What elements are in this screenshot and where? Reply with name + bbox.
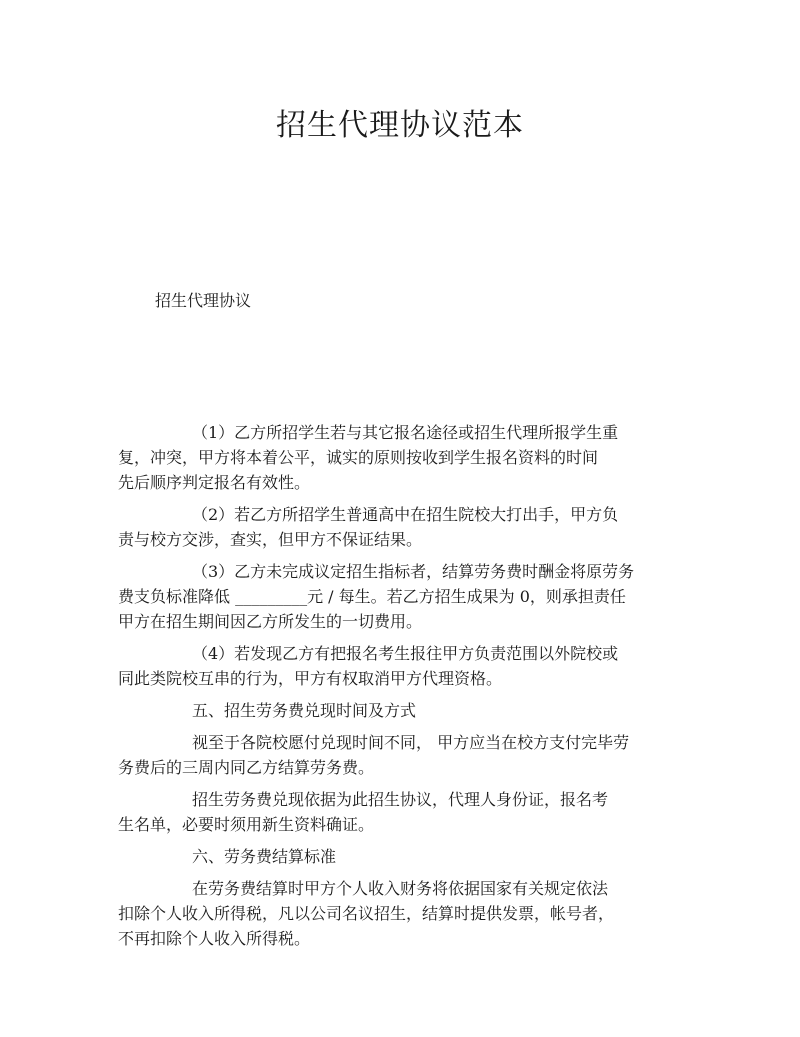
paragraph-line: 务费后的三周内同乙方结算劳务费。 — [118, 758, 375, 777]
clause-line: 费支负标准降低 _________元 / 每生。若乙方招生成果为 0，则承担责任 — [118, 587, 626, 606]
paragraph-line: 生名单，必要时须用新生资料确证。 — [118, 815, 375, 834]
paragraph-line: 扣除个人收入所得税，凡以公司名议招生，结算时提供发票，帐号者， — [118, 904, 615, 923]
document-title: 招生代理协议范本 — [276, 108, 524, 143]
section-6-paragraph-1 — [118, 876, 678, 951]
clause-line: 责与校方交涉，查实，但甲方不保证结果。 — [118, 530, 423, 549]
document-body — [118, 420, 678, 958]
clause-4 — [118, 641, 678, 691]
clause-line: （1）乙方所招学生若与其它报名途径或招生代理所报学生重 — [192, 423, 619, 442]
clause-line: （2）若乙方所招学生普通高中在招生院校大打出手，甲方负 — [192, 505, 619, 524]
section-5-paragraph-1 — [118, 730, 678, 780]
section-5-heading: 五、招生劳务费兑现时间及方式 — [192, 701, 417, 720]
clause-line: （4）若发现乙方有把报名考生报往甲方负责范围以外院校或 — [192, 644, 619, 663]
clause-line: 同此类院校互串的行为，甲方有权取消甲方代理资格。 — [118, 669, 503, 688]
clause-3 — [118, 559, 678, 634]
paragraph-line: 招生劳务费兑现依据为此招生协议，代理人身份证，报名考 — [192, 790, 609, 809]
paragraph-line: 不再扣除个人收入所得税。 — [118, 929, 311, 948]
clause-1 — [118, 420, 678, 495]
paragraph-line: 在劳务费结算时甲方个人收入财务将依据国家有关规定依法 — [192, 879, 609, 898]
clause-line: 甲方在招生期间因乙方所发生的一切费用。 — [118, 612, 423, 631]
clause-line: （3）乙方未完成议定招生指标者，结算劳务费时酬金将原劳务 — [192, 562, 635, 581]
clause-line: 先后顺序判定报名有效性。 — [118, 473, 311, 492]
paragraph-line: 视至于各院校愿付兑现时间不同， 甲方应当在校方支付完毕劳 — [192, 733, 630, 752]
section-5-paragraph-2 — [118, 787, 678, 837]
clause-2 — [118, 502, 678, 552]
document-subtitle: 招生代理协议 — [155, 291, 252, 310]
clause-line: 复，冲突，甲方将本着公平，诚实的原则按收到学生报名资料的时间 — [118, 448, 599, 467]
section-6-heading: 六、劳务费结算标准 — [192, 847, 337, 866]
